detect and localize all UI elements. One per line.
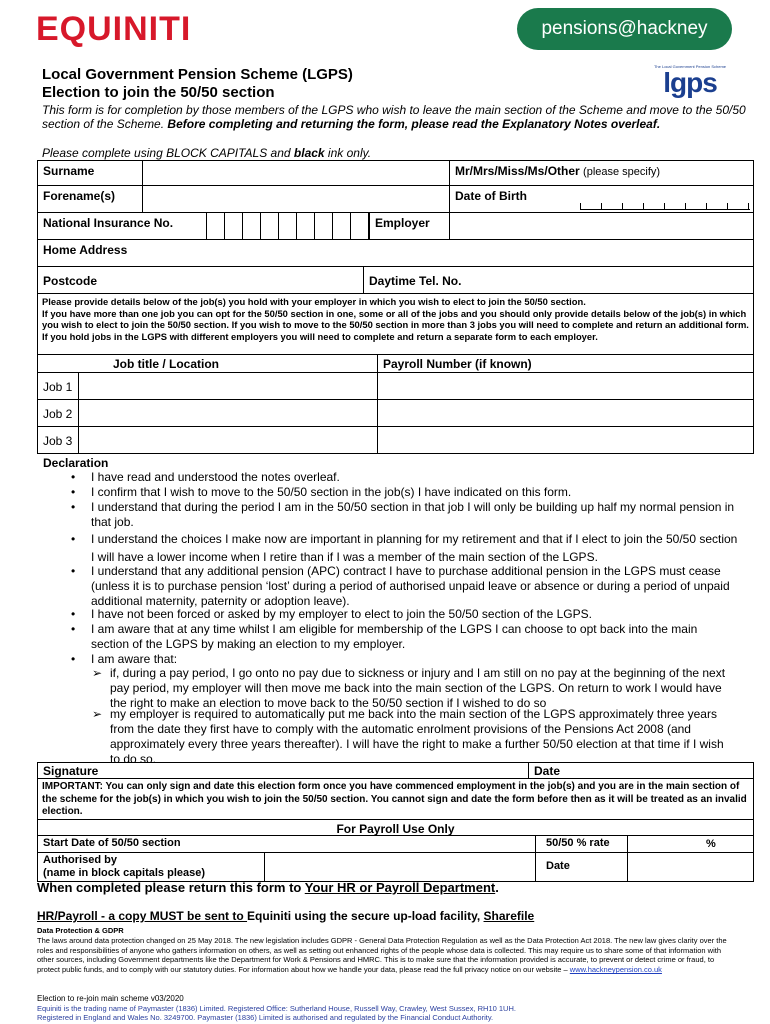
declaration-item: [71, 607, 741, 622]
authorised-hint: (name in block capitals please): [43, 867, 206, 879]
declaration-item: [71, 622, 731, 652]
form-title: [42, 66, 353, 102]
declaration-text: I understand that any additional pension (APC) contract I have to purchase additional pension in the LGPS must cease (unless it is to purchase pension ‘lost’ during a period of authorised unpaid leave or absence or during a period of unpaid additional maternity, paternity or adoption leave).: [91, 564, 730, 608]
rate-field[interactable]: [627, 835, 754, 853]
instructions: [42, 146, 371, 160]
instr-a: Please complete using BLOCK CAPITALS and: [42, 146, 294, 160]
start-date-field[interactable]: [37, 835, 536, 853]
employer-field[interactable]: [449, 212, 754, 240]
bullet-icon: •: [71, 622, 76, 636]
dob-ticks: [580, 203, 750, 210]
hr-note-a: HR/Payroll - a copy MUST be sent to: [37, 909, 248, 923]
arrow-bullet-icon: ➢: [92, 666, 103, 680]
bullet-icon: •: [71, 532, 76, 546]
jobs-col1-header: [37, 354, 378, 373]
return-instruction: [37, 880, 499, 895]
gdpr-body: The laws around data protection changed on 25 May 2018. The new legislation includes GDPR - General Data Protection Regulation as well as the Data Protection Act 2018. The new law gives clarity over the roles and responsibilities of anyone who gathers information on others, as well as setting out enhanced rights of the people whose data is collected. This may require us to share some of that information with other sources, including Government departments like the Department for Work & Pensions and HMRC. This is to make sure that the information provided is accurate, to prevent or detect crime or fraud, to protect public funds, and to comply with our statutory duties. For information about how we handle your data, please read the full privacy notice on our website –: [37, 935, 727, 975]
declaration-text: I confirm that I wish to move to the 50/50 section in the job(s) I have indicated on this form.: [91, 485, 572, 499]
hackney-logo-text: pensions@hackney: [541, 18, 708, 39]
declaration-text: I am aware that at any time whilst I am eligible for membership of the LGPS I can choose to opt back into the main section of the LGPS by making an election to my employer.: [91, 622, 698, 651]
hackney-logo: [517, 8, 732, 50]
ni-label: National Insurance No.: [43, 216, 174, 230]
intro-text-a: This form is for completion by those members of the LGPS who wish to leave the main section of the Scheme and move to the 50/50 section of the Scheme.: [42, 103, 746, 131]
start-date-label: Start Date of 50/50 section: [43, 837, 181, 849]
job-3-title-field[interactable]: [78, 426, 378, 454]
declaration-item: [71, 500, 741, 530]
title-field[interactable]: [449, 160, 754, 186]
payroll-date-label: Date: [546, 860, 570, 872]
job-1-label-cell: [37, 372, 79, 400]
intro-text-b: Before completing and returning the form, please read the Explanatory Notes overleaf.: [167, 117, 661, 131]
address-field[interactable]: [37, 239, 754, 267]
jobs-intro-p3: If you hold jobs in the LGPS with different employers you will need to complete and return a separate form to each employer.: [42, 330, 598, 342]
equiniti-logo-text: EQUINITI: [36, 10, 192, 48]
address-label: Home Address: [43, 243, 128, 257]
dob-field[interactable]: [449, 185, 754, 213]
gdpr-heading: Data Protection & GDPR: [37, 926, 124, 935]
jobs-col2-label: Payroll Number (if known): [383, 357, 532, 371]
authorised-field[interactable]: [264, 852, 536, 882]
title-line-1: Local Government Pension Scheme (LGPS): [42, 66, 353, 83]
footer-line-1: Equiniti is the trading name of Paymaster (1836) Limited. Registered Office: Sutherland House, Russell Way, Crawley, West Sussex, RH10 1UH.: [37, 1004, 516, 1013]
bullet-icon: •: [71, 485, 76, 499]
important-text: IMPORTANT: You can only sign and date this election form once you have commenced employment in the job(s) and you are in the main section of the scheme for the job(s) in which you wish to join the 50/50 section. You cannot sign and date the form before then as it will be treated as an invalid election.: [42, 781, 747, 817]
postcode-label: Postcode: [43, 274, 98, 288]
declaration-subtext: my employer is required to automatically put me back into the main section of the LGPS approximately three years from the date they first have to comply with the automatic enrolment provisions of the Pensions Act 2008 (and approximately every three years thereafter). I will have the right to make a further 50/50 election at that time if I wish to do so.: [110, 707, 724, 766]
ni-label-cell: [37, 212, 207, 240]
job-2-payroll-field[interactable]: [377, 399, 754, 427]
job-1-payroll-field[interactable]: [377, 372, 754, 400]
declaration-subitem: [92, 666, 730, 711]
return-text-c: .: [495, 880, 499, 895]
declaration-subitem: [92, 707, 730, 767]
signature-date-field[interactable]: [528, 762, 754, 779]
declaration-text: I have read and understood the notes overleaf.: [91, 470, 340, 484]
equiniti-logo: [36, 10, 191, 48]
signature-field[interactable]: [37, 762, 529, 779]
jobs-col2-header: [377, 354, 754, 373]
job-2-label: Job 2: [43, 407, 73, 421]
surname-label: Surname: [43, 164, 95, 178]
forenames-field[interactable]: [142, 185, 450, 213]
job-3-label: Job 3: [43, 434, 73, 448]
jobs-col1-label: Job title / Location: [113, 357, 220, 371]
rate-label: 50/50 % rate: [546, 837, 610, 849]
declaration-text: I understand the choices I make now are important in planning for my retirement and that if I elect to join the 50/50 section I will have a lower income when I retire than if I was a member of the main section of the LGPS.: [91, 532, 738, 564]
dob-label: Date of Birth: [455, 189, 527, 203]
signature-label: Signature: [43, 764, 99, 778]
gdpr-section: [37, 926, 737, 975]
arrow-bullet-icon: ➢: [92, 707, 103, 721]
payroll-date-field[interactable]: [627, 852, 754, 882]
declaration-item: [71, 652, 741, 667]
return-text-a: When completed please return this form to: [37, 880, 305, 895]
tel-field[interactable]: [363, 266, 754, 294]
version-text: Election to re-join main scheme v03/2020: [37, 994, 184, 1003]
jobs-intro-box: [37, 293, 754, 355]
payroll-heading-cell: [37, 819, 754, 836]
forenames-label: Forename(s): [43, 189, 116, 203]
job-2-label-cell: [37, 399, 79, 427]
title-line-2: Election to join the 50/50 section: [42, 84, 275, 101]
rate-pct: %: [706, 838, 716, 850]
job-1-title-field[interactable]: [78, 372, 378, 400]
authorised-label-cell: [37, 852, 265, 882]
declaration-item: [71, 564, 741, 609]
title-label-wrap: [450, 161, 753, 181]
payroll-heading: For Payroll Use Only: [336, 822, 455, 836]
title-label: Mr/Mrs/Miss/Ms/Other: [455, 164, 580, 178]
job-2-title-field[interactable]: [78, 399, 378, 427]
bullet-icon: •: [71, 607, 76, 621]
surname-label-cell: [37, 160, 143, 186]
payroll-date-label-cell: [535, 852, 628, 882]
title-hint: (please specify): [583, 166, 661, 178]
lgps-tagline: The Local Government Pension Scheme: [653, 64, 727, 69]
employer-label-cell: [369, 212, 450, 240]
bullet-icon: •: [71, 652, 76, 666]
declaration-item: [71, 530, 741, 566]
gdpr-link[interactable]: www.hackneypension.co.uk: [569, 965, 662, 975]
important-box: [37, 778, 754, 820]
declaration-text: I understand that during the period I am in the 50/50 section in that job I will only be building up half my normal pension in that job.: [91, 500, 735, 529]
signature-date-label: Date: [534, 764, 561, 778]
bullet-icon: •: [71, 470, 76, 484]
jobs-intro-p1: Please provide details below of the job(s) you hold with your employer in which you wish to elect to join the 50/50 section.: [42, 296, 586, 307]
lgps-logo-text: lgps: [663, 67, 717, 98]
forenames-label-cell: [37, 185, 143, 213]
tel-label: Daytime Tel. No.: [369, 274, 462, 288]
postcode-field[interactable]: [37, 266, 364, 294]
bullet-icon: •: [71, 500, 76, 514]
intro-text: [42, 103, 747, 131]
footer-line-2: Registered in England and Wales No. 3249700. Paymaster (1836) Limited is authorised and regulated by the Financial Conduct Authority.: [37, 1013, 494, 1022]
instr-b: black: [293, 146, 325, 160]
return-text-b: Your HR or Payroll Department: [304, 880, 496, 895]
job-3-label-cell: [37, 426, 79, 454]
lgps-logo: [650, 64, 730, 100]
authorised-label: [38, 853, 264, 881]
hr-note-c: Sharefile: [483, 909, 535, 923]
hr-note-b: Equiniti using the secure up-load facility,: [247, 909, 484, 923]
declaration-text: I have not been forced or asked by my employer to elect to join the 50/50 section of the LGPS.: [91, 607, 592, 621]
declaration-text: I am aware that:: [91, 652, 178, 666]
authorised-text: Authorised by: [43, 854, 117, 866]
jobs-intro-p2: If you have more than one job you can opt for the 50/50 section in one, some or all of the jobs and you should only provide details below of the job(s) in which you wish to elect to join the 50/50 section. If you wish to move to the 50/50 section in more than 3 jobs you will need to complete and return an additional form.: [42, 307, 749, 331]
instr-c: ink only.: [324, 146, 372, 160]
bullet-icon: •: [71, 564, 76, 578]
job-1-label: Job 1: [43, 380, 73, 394]
ni-field[interactable]: [206, 212, 370, 240]
employer-label: Employer: [375, 216, 430, 230]
hr-note: [37, 909, 534, 923]
declaration-item: [71, 485, 741, 500]
declaration-heading: Declaration: [43, 456, 109, 470]
declaration-subtext: if, during a pay period, I go onto no pay due to sickness or injury and I am still on no pay at the beginning of the next pay period, my employer will then move me back into the main section of the LGPS. On return to work I would have the right to make an election to move back to the 50/50 section if I wished to do so: [110, 666, 726, 710]
surname-field[interactable]: [142, 160, 450, 186]
rate-label-cell: [535, 835, 628, 853]
job-3-payroll-field[interactable]: [377, 426, 754, 454]
declaration-item: [71, 470, 741, 485]
